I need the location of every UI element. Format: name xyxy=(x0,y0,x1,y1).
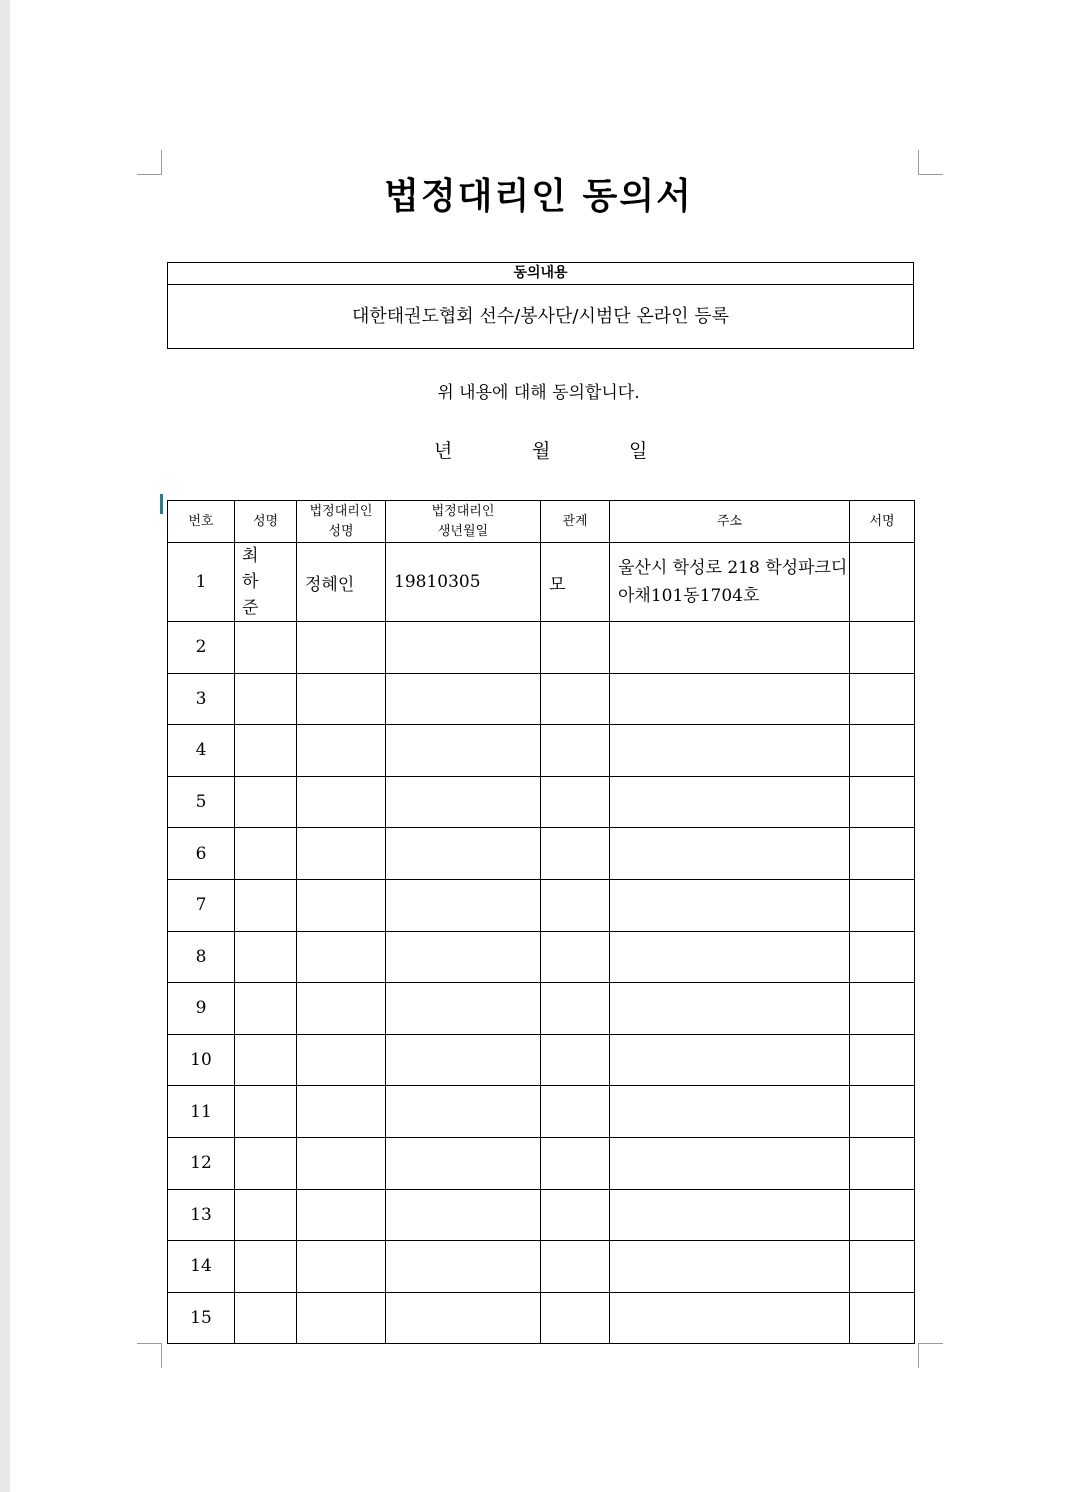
table-row xyxy=(168,828,915,880)
header-name: 성명 xyxy=(235,501,297,543)
row-address-cell[interactable] xyxy=(610,1034,850,1086)
row-number-cell[interactable]: 11 xyxy=(168,1086,235,1138)
row-guardian-birth-cell[interactable] xyxy=(386,1189,541,1241)
table-row xyxy=(168,622,915,674)
row-address-cell[interactable] xyxy=(610,1292,850,1344)
header-guardian-name xyxy=(297,501,386,543)
row-signature-cell[interactable] xyxy=(850,622,915,674)
row-guardian-name-cell[interactable]: 정혜인 xyxy=(297,543,386,622)
row-guardian-birth-cell[interactable] xyxy=(386,776,541,828)
row-name-cell[interactable] xyxy=(235,776,297,828)
row-guardian-birth-cell[interactable]: 19810305 xyxy=(386,543,541,622)
header-signature: 서명 xyxy=(850,501,915,543)
table-row xyxy=(168,725,915,777)
row-guardian-name-cell[interactable] xyxy=(297,622,386,674)
row-address-cell[interactable] xyxy=(610,983,850,1035)
document-title[interactable]: 법정대리인 동의서 xyxy=(384,175,693,217)
row-guardian-birth-cell[interactable] xyxy=(386,983,541,1035)
row-name-cell[interactable] xyxy=(235,1137,297,1189)
row-name-cell[interactable] xyxy=(235,1292,297,1344)
row-relation-cell[interactable] xyxy=(541,1137,610,1189)
header-relation: 관계 xyxy=(541,501,610,543)
row-guardian-birth-cell[interactable] xyxy=(386,1137,541,1189)
text-cursor xyxy=(160,494,163,514)
row-number-cell[interactable]: 15 xyxy=(168,1292,235,1344)
row-relation-cell[interactable] xyxy=(541,931,610,983)
row-relation-cell[interactable] xyxy=(541,622,610,674)
row-guardian-name-cell[interactable] xyxy=(297,879,386,931)
header-guardian-name-line1: 법정대리인 xyxy=(309,503,373,519)
row-guardian-birth-cell[interactable] xyxy=(386,1086,541,1138)
row-relation-cell[interactable] xyxy=(541,1241,610,1293)
row-number-cell[interactable]: 1 xyxy=(168,543,235,622)
row-name-cell[interactable]: 최 하 준 xyxy=(235,543,297,622)
header-guardian-birth xyxy=(386,501,541,543)
row-guardian-birth-cell[interactable] xyxy=(386,673,541,725)
row-number-cell[interactable]: 4 xyxy=(168,725,235,777)
row-signature-cell[interactable] xyxy=(850,1034,915,1086)
row-number-cell[interactable]: 12 xyxy=(168,1137,235,1189)
row-guardian-name-cell[interactable] xyxy=(297,931,386,983)
row-name-cell[interactable] xyxy=(235,983,297,1035)
row-relation-cell[interactable] xyxy=(541,983,610,1035)
row-number-cell[interactable]: 10 xyxy=(168,1034,235,1086)
header-address: 주소 xyxy=(610,501,850,543)
row-signature-cell[interactable] xyxy=(850,1086,915,1138)
row-number-cell[interactable]: 7 xyxy=(168,879,235,931)
table-row xyxy=(168,1137,915,1189)
row-number-cell[interactable]: 5 xyxy=(168,776,235,828)
row-address-cell[interactable] xyxy=(610,622,850,674)
row-number-cell[interactable]: 6 xyxy=(168,828,235,880)
guardian-roster-table xyxy=(167,500,915,1344)
row-signature-cell[interactable] xyxy=(850,1137,915,1189)
table-row xyxy=(168,776,915,828)
row-signature-cell[interactable] xyxy=(850,725,915,777)
row-guardian-birth-cell[interactable] xyxy=(386,879,541,931)
row-signature-cell[interactable] xyxy=(850,879,915,931)
row-number-cell[interactable]: 9 xyxy=(168,983,235,1035)
row-guardian-birth-cell[interactable] xyxy=(386,725,541,777)
row-address-cell[interactable] xyxy=(610,725,850,777)
row-guardian-name-cell[interactable] xyxy=(297,983,386,1035)
row-guardian-name-cell[interactable] xyxy=(297,1034,386,1086)
row-address-cell[interactable]: 울산시 학성로 218 학성파크디아채101동1704호 xyxy=(610,543,850,622)
row-guardian-name-cell[interactable] xyxy=(297,1292,386,1344)
row-relation-cell[interactable] xyxy=(541,1034,610,1086)
row-signature-cell[interactable] xyxy=(850,1292,915,1344)
row-signature-cell[interactable] xyxy=(850,1241,915,1293)
row-guardian-name-cell[interactable] xyxy=(297,828,386,880)
agreement-statement[interactable]: 위 내용에 대해 동의합니다. xyxy=(437,383,640,403)
row-guardian-name-cell[interactable] xyxy=(297,725,386,777)
row-signature-cell[interactable] xyxy=(850,983,915,1035)
row-guardian-name-cell[interactable] xyxy=(297,776,386,828)
row-address-cell[interactable] xyxy=(610,828,850,880)
row-name-cell[interactable] xyxy=(235,1086,297,1138)
row-signature-cell[interactable] xyxy=(850,931,915,983)
table-row xyxy=(168,673,915,725)
consent-header[interactable]: 동의내용 xyxy=(168,263,913,285)
table-row xyxy=(168,879,915,931)
date-year-label[interactable]: 년 xyxy=(434,440,453,462)
row-address-cell[interactable] xyxy=(610,1137,850,1189)
row-signature-cell[interactable] xyxy=(850,1189,915,1241)
row-guardian-birth-cell[interactable] xyxy=(386,931,541,983)
header-guardian-birth-line2: 생년월일 xyxy=(437,523,489,539)
row-relation-cell[interactable] xyxy=(541,879,610,931)
table-row xyxy=(168,1034,915,1086)
table-header-row xyxy=(168,501,915,543)
table-row xyxy=(168,543,915,622)
row-relation-cell[interactable] xyxy=(541,725,610,777)
row-guardian-birth-cell[interactable] xyxy=(386,1034,541,1086)
row-address-cell[interactable] xyxy=(610,1241,850,1293)
row-address-cell[interactable] xyxy=(610,776,850,828)
row-guardian-name-cell[interactable] xyxy=(297,1189,386,1241)
crop-mark-bottom-right xyxy=(918,1343,943,1368)
row-number-cell[interactable]: 3 xyxy=(168,673,235,725)
header-guardian-name-line2: 성명 xyxy=(328,523,354,539)
row-name-cell[interactable] xyxy=(235,1034,297,1086)
table-row xyxy=(168,1241,915,1293)
row-relation-cell[interactable] xyxy=(541,1189,610,1241)
row-signature-cell[interactable] xyxy=(850,776,915,828)
row-guardian-name-cell[interactable] xyxy=(297,1137,386,1189)
row-address-cell[interactable] xyxy=(610,879,850,931)
table-row xyxy=(168,1086,915,1138)
row-relation-cell[interactable]: 모 xyxy=(541,543,610,622)
row-address-cell[interactable] xyxy=(610,673,850,725)
row-relation-cell[interactable] xyxy=(541,673,610,725)
row-name-cell[interactable] xyxy=(235,725,297,777)
table-row xyxy=(168,931,915,983)
row-number-cell[interactable]: 14 xyxy=(168,1241,235,1293)
consent-body[interactable]: 대한태권도협회 선수/봉사단/시범단 온라인 등록 xyxy=(351,306,730,327)
table-row xyxy=(168,983,915,1035)
row-relation-cell[interactable] xyxy=(541,1292,610,1344)
row-name-cell[interactable] xyxy=(235,673,297,725)
row-name-cell[interactable] xyxy=(235,828,297,880)
row-name-cell[interactable] xyxy=(235,879,297,931)
row-signature-cell[interactable] xyxy=(850,673,915,725)
table-row xyxy=(168,1189,915,1241)
row-address-cell[interactable] xyxy=(610,931,850,983)
row-guardian-name-cell[interactable] xyxy=(297,1241,386,1293)
row-signature-cell[interactable] xyxy=(850,828,915,880)
row-guardian-birth-cell[interactable] xyxy=(386,828,541,880)
row-name-cell[interactable] xyxy=(235,1189,297,1241)
row-number-cell[interactable]: 8 xyxy=(168,931,235,983)
date-month-label[interactable]: 월 xyxy=(532,440,551,462)
row-relation-cell[interactable] xyxy=(541,828,610,880)
row-name-cell[interactable] xyxy=(235,622,297,674)
row-relation-cell[interactable] xyxy=(541,1086,610,1138)
document-page xyxy=(10,0,1067,1492)
header-guardian-birth-line1: 법정대리인 xyxy=(431,503,495,519)
row-address-cell[interactable] xyxy=(610,1189,850,1241)
date-day-label[interactable]: 일 xyxy=(629,440,648,462)
row-guardian-birth-cell[interactable] xyxy=(386,622,541,674)
row-guardian-name-cell[interactable] xyxy=(297,673,386,725)
row-name-cell[interactable] xyxy=(235,1241,297,1293)
row-relation-cell[interactable] xyxy=(541,776,610,828)
row-address-cell[interactable] xyxy=(610,1086,850,1138)
crop-mark-bottom-left xyxy=(137,1343,162,1368)
row-guardian-name-cell[interactable] xyxy=(297,1086,386,1138)
row-guardian-birth-cell[interactable] xyxy=(386,1241,541,1293)
header-number: 번호 xyxy=(168,501,235,543)
consent-box[interactable] xyxy=(167,262,914,349)
row-guardian-birth-cell[interactable] xyxy=(386,1292,541,1344)
row-number-cell[interactable]: 13 xyxy=(168,1189,235,1241)
row-name-cell[interactable] xyxy=(235,931,297,983)
table-row xyxy=(168,1292,915,1344)
row-signature-cell[interactable] xyxy=(850,543,915,622)
row-number-cell[interactable]: 2 xyxy=(168,622,235,674)
